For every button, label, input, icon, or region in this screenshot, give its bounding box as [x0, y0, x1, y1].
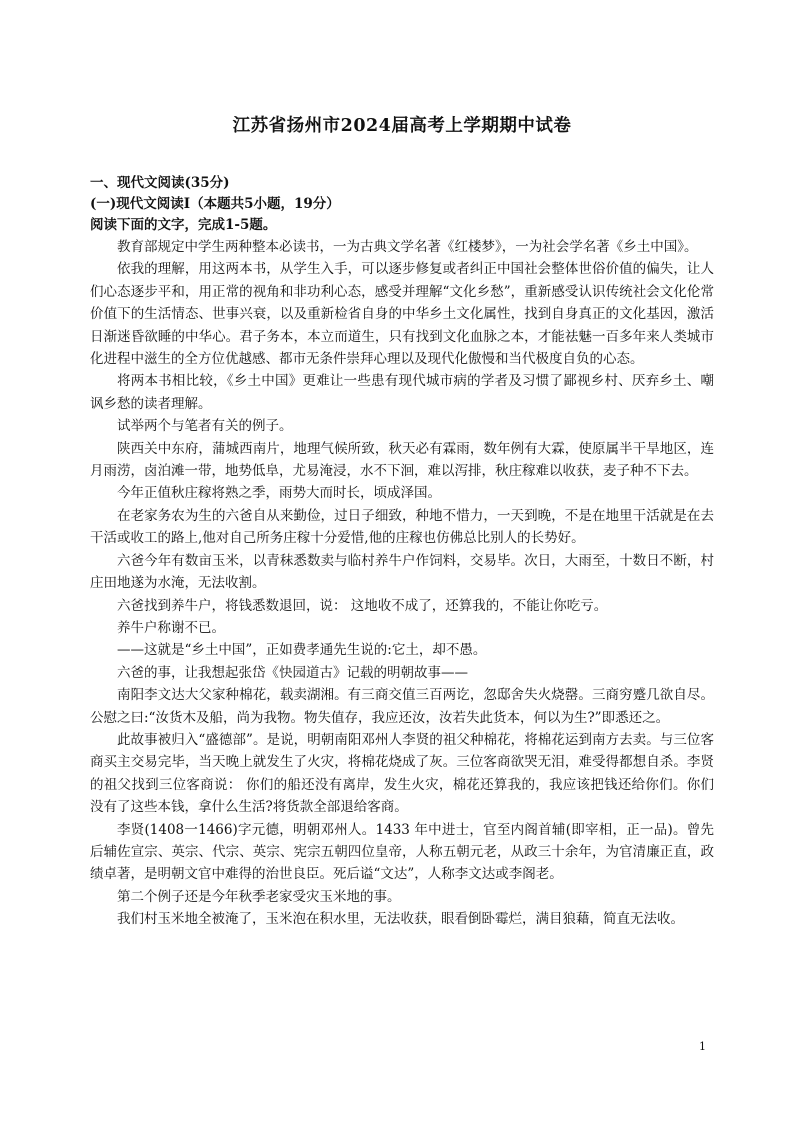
paragraph: 南阳李文达大父家种棉花，载卖湖湘。有三商交值三百两讫，忽邸舍失火烧罄。三商穷蹙几欲自尽。公慰之曰:“汝货木及船，尚为我物。物失值存，我应还汝，汝若失此货本，何以为生?”即悉还之。: [90, 687, 714, 726]
paragraph: 在老家务农为生的六爸自从来勤俭，过日子细致，种地不惜力，一天到晚，不是在地里干活就是在去干活或收工的路上,他对自己所务庄稼十分爱惜,他的庄稼也仿佛总比别人的长势好。: [90, 507, 714, 547]
paragraph: 试举两个与笔者有关的例子。: [117, 418, 293, 435]
paragraph: ——这就是“乡土中国”，正如费孝通先生说的:它土，却不愚。: [117, 642, 487, 659]
paragraph: 依我的理解，用这两本书，从学生入手，可以逐步修复或者纠正中国社会整体世俗价值的偏失，让人们心态逐步平和，用正常的视角和非功利心态，感受并理解“文化乡愁”，重新感受认识传统社会文化伦常价值下的生活情态、世事兴衰，以及重新检省自身的中华乡土文化属性，找到自身真正的文化基因，激活日渐迷昏欲睡的中华心。君子务本，本立而道生，只有找到文化血脉之本，才能祛魅一百多年来人类城市化进程中滋生的全方位优越感、都市无条件崇拜心理以及现代化傲慢和当代极度自负的心态。: [90, 261, 714, 368]
paragraph: 将两本书相比较，《乡土中国》更难让一些患有现代城市病的学者及习惯了鄙视乡村、厌弃乡土、嘲讽乡愁的读者理解。: [90, 373, 714, 412]
document-title: 江苏省扬州市2024届高考上学期期中试卷: [232, 116, 572, 136]
paragraph: 陕西关中东府，蒲城西南片，地理气候所致，秋天必有霖雨，数年例有大霖，使原属半干旱地区，连月雨涝，卤泊滩一带，地势低阜，尤易淹浸，水不下洄，难以泻排，秋庄稼难以收获，麦子种不下去。: [90, 440, 714, 480]
paragraph: 李贤(1408一1466)字元德，明朝邓州人。1433 年中进士，官至内阁首辅(即宰相，正一品)。曾先后辅佐宣宗、英宗、代宗、英宗、宪宗五朝四位皇帝，人称五朝元老，从政三十余年，为官清廉正直，政绩卓著，是明朝文官中难得的治世良臣。死后谥“文达”，人称李文达或李阁老。: [90, 821, 714, 883]
section-heading: 一、现代文阅读(35分): [90, 175, 230, 191]
paragraph: 六爸今年有数亩玉米，以青秣悉数卖与临村养牛户作饲料，交易毕。次日，大雨至，十数日不断，村庄田地遂为水淹，无法收割。: [90, 552, 714, 592]
instruction-heading: 阅读下面的文字，完成1-5题。: [90, 217, 277, 233]
paragraph: 六爸的事，让我想起张岱《快园道古》记载的明朝故事——: [117, 664, 468, 681]
subsection-heading: (一)现代文阅读Ⅰ（本题共5小题，19分）: [90, 196, 340, 212]
paragraph: 养牛户称谢不已。: [117, 619, 225, 636]
paragraph: 此故事被归入“盛德部”。是说，明朝南阳邓州人李贤的祖父种棉花，将棉花运到南方去卖。与三位客商买主交易完毕，当天晚上就发生了火灾，将棉花烧成了灰。三位客商欲哭无泪，难受得都想自杀。李贤的祖父找到三位客商说： 你们的船还没有离岸，发生火灾，棉花还算我的，我应该把钱还给你们。你们没有了这些本钱，拿什么生活?将货款全部退给客商。: [90, 731, 714, 816]
paragraph: 今年正值秋庄稼将熟之季，雨势大而时长，顷成泽国。: [117, 485, 441, 502]
paragraph: 我们村玉米地全被淹了，玉米泡在积水里，无法收获，眼看倒卧霉烂，满目狼藉，简直无法收。: [117, 911, 684, 928]
paragraph: 第二个例子还是今年秋季老家受灾玉米地的事。: [117, 888, 401, 905]
document-page: [90, 112, 714, 931]
paragraph: 教育部规定中学生两种整本必读书，一为古典文学名著《红楼梦》，一为社会学名著《乡土中国》。: [117, 239, 698, 255]
paragraph: 六爸找到养牛户，将钱悉数退回，说： 这地收不成了，还算我的，不能让你吃亏。: [117, 597, 608, 614]
page-number: 1: [699, 1040, 706, 1053]
